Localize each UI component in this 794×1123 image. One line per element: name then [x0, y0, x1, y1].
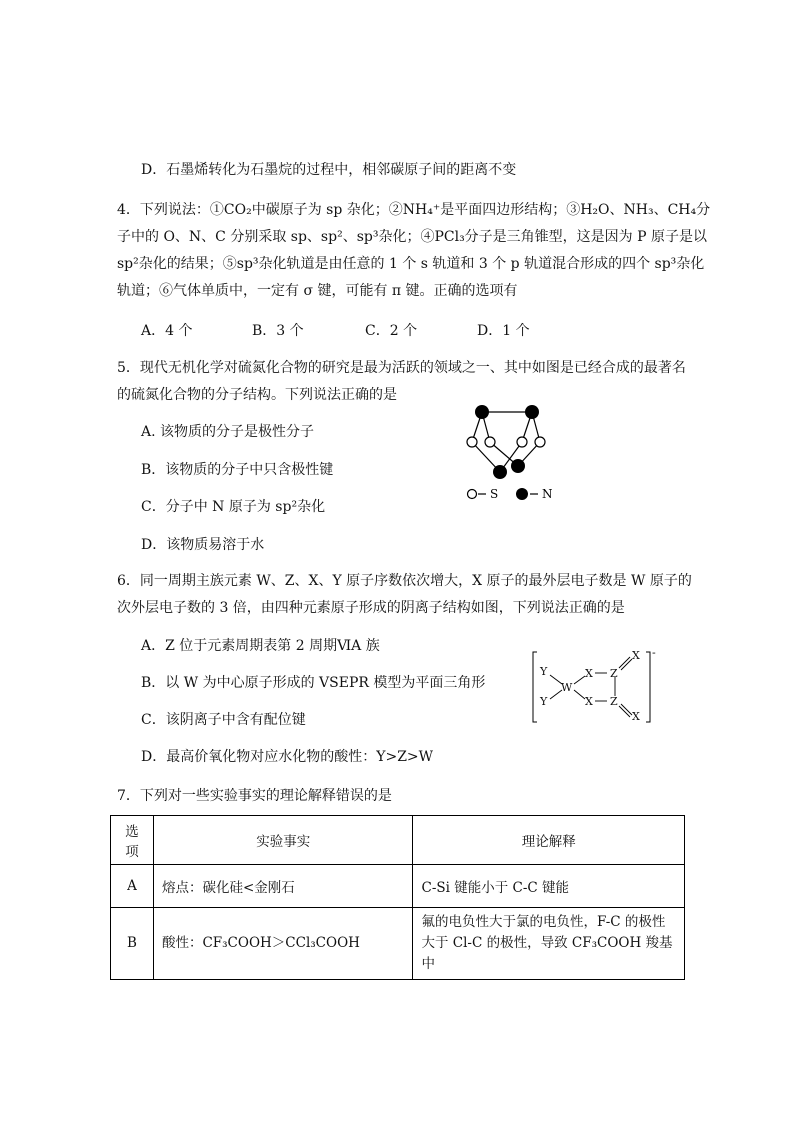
- sulfur-atom: [517, 437, 527, 447]
- q5-stem-line-2: 的硫氮化合物的分子结构。下列说法正确的是: [117, 387, 397, 403]
- anion-atom-x-outer-bottom: X: [632, 710, 640, 723]
- sulfur-atom: [485, 437, 495, 447]
- q7-row-b-explanation-line-1: 氟的电负性大于氯的电负性，F-C 的极性: [421, 914, 666, 930]
- anion-atom-w: W: [561, 681, 573, 694]
- nitrogen-legend-marker: [516, 488, 528, 500]
- anion-atom-z-bottom: Z: [610, 695, 618, 708]
- anion-atom-x-top: X: [585, 667, 593, 680]
- q7-row-b-explanation-line-2: 大于 Cl-C 的极性，导致 CF₃COOH 羧基中: [421, 935, 673, 972]
- q7-row-b-fact: 酸性：CF₃COOH＞CCl₃COOH: [153, 908, 413, 980]
- table-row: [111, 908, 685, 980]
- q5-option-b: B．该物质的分子中只含极性键: [141, 462, 334, 478]
- nitrogen-atom: [475, 405, 489, 419]
- anion-structure-figure: [528, 646, 662, 726]
- q5-option-c: C．分子中 N 原子为 sp²杂化: [141, 499, 326, 515]
- nitrogen-legend-label: N: [542, 487, 553, 501]
- q7-row-a-explanation: [413, 865, 685, 908]
- q6-stem-line-2: 次外层电子数的 3 倍，由四种元素原子形成的阴离子结构如图，下列说法正确的是: [117, 600, 625, 616]
- q7-header-explanation: 理论解释: [413, 816, 685, 865]
- q4-stem-line-2: 子中的 O、N、C 分别采取 sp、sp²、sp³杂化；④PCl₃分子是三角锥型，这是因为 P 原子是以: [117, 229, 707, 245]
- anion-atom-y-bottom: Y: [540, 695, 548, 708]
- q5-stem-line-1: 5．现代无机化学对硫氮化合物的研究是最为活跃的领域之一、其中如图是已经合成的最著名: [117, 360, 686, 376]
- q4-stem-line-4: 轨道；⑥气体单质中，一定有 σ 键，可能有 π 键。正确的选项有: [117, 283, 518, 299]
- q6-option-b: B．以 W 为中心原子形成的 VSEPR 模型为平面三角形: [141, 675, 486, 691]
- anion-atom-y-top: Y: [540, 665, 548, 678]
- q7-stem: 7．下列对一些实验事实的理论解释错误的是: [117, 788, 392, 804]
- sulfur-legend-marker: [468, 490, 477, 499]
- q7-row-b-explanation: [413, 908, 685, 980]
- q7-row-a-fact: 熔点：碳化硅<金刚石: [153, 865, 413, 908]
- q4-option-c: C．2 个: [365, 323, 418, 339]
- q7-header-fact: 实验事实: [153, 816, 413, 865]
- table-row: [111, 865, 685, 908]
- anion-charge: -: [652, 646, 656, 659]
- q7-table-header-row: [111, 816, 685, 865]
- nitrogen-atom: [525, 405, 539, 419]
- q7-header-option: 选项: [111, 816, 154, 865]
- q3-option-d: D．石墨烯转化为石墨烷的过程中，相邻碳原子间的距离不变: [141, 162, 517, 178]
- anion-atom-z-top: Z: [610, 667, 618, 680]
- q4-option-a: A．4 个: [141, 323, 193, 339]
- q4-stem-line-1: 4．下列说法：①CO₂中碳原子为 sp 杂化；②NH₄⁺是平面四边形结构；③H₂O、NH₃、CH₄分: [117, 202, 711, 218]
- nitrogen-atom: [493, 465, 507, 479]
- atom-legend: [468, 487, 553, 501]
- q6-option-d: D．最高价氧化物对应水化物的酸性：Y>Z>W: [141, 749, 434, 765]
- q4-option-d: D．1 个: [477, 323, 530, 339]
- q7-table: [110, 815, 685, 980]
- nitrogen-atom: [511, 459, 525, 473]
- q4-stem-line-3: sp²杂化的结果；⑤sp³杂化轨道是由任意的 1 个 s 轨道和 3 个 p 轨道混合形成的四个 sp³杂化: [117, 256, 705, 272]
- q5-option-a: A. 该物质的分子是极性分子: [141, 424, 315, 440]
- q6-stem-line-1: 6．同一周期主族元素 W、Z、X、Y 原子序数依次增大，X 原子的最外层电子数是 W 原子的: [117, 573, 692, 589]
- sulfur-atom: [535, 437, 545, 447]
- q6-option-a: A．Z 位于元素周期表第 2 周期ⅥA 族: [141, 638, 380, 654]
- sulfur-legend-label: S: [490, 487, 499, 501]
- q7-row-a-option: A: [111, 865, 154, 908]
- sulfur-atoms: [467, 437, 545, 447]
- sulfur-nitride-structure-figure: [460, 400, 560, 506]
- sulfur-atom: [467, 437, 477, 447]
- q6-option-c: C．该阴离子中含有配位键: [141, 712, 306, 728]
- q7-row-b-option: B: [111, 908, 154, 980]
- q7-row-a-explanation-line-1: C-Si 键能小于 C-C 键能: [421, 880, 570, 896]
- q4-option-b: B．3 个: [252, 323, 304, 339]
- anion-atom-x-bottom: X: [585, 695, 593, 708]
- anion-atom-x-outer-top: X: [632, 649, 640, 662]
- q5-option-d: D．该物质易溶于水: [141, 537, 265, 553]
